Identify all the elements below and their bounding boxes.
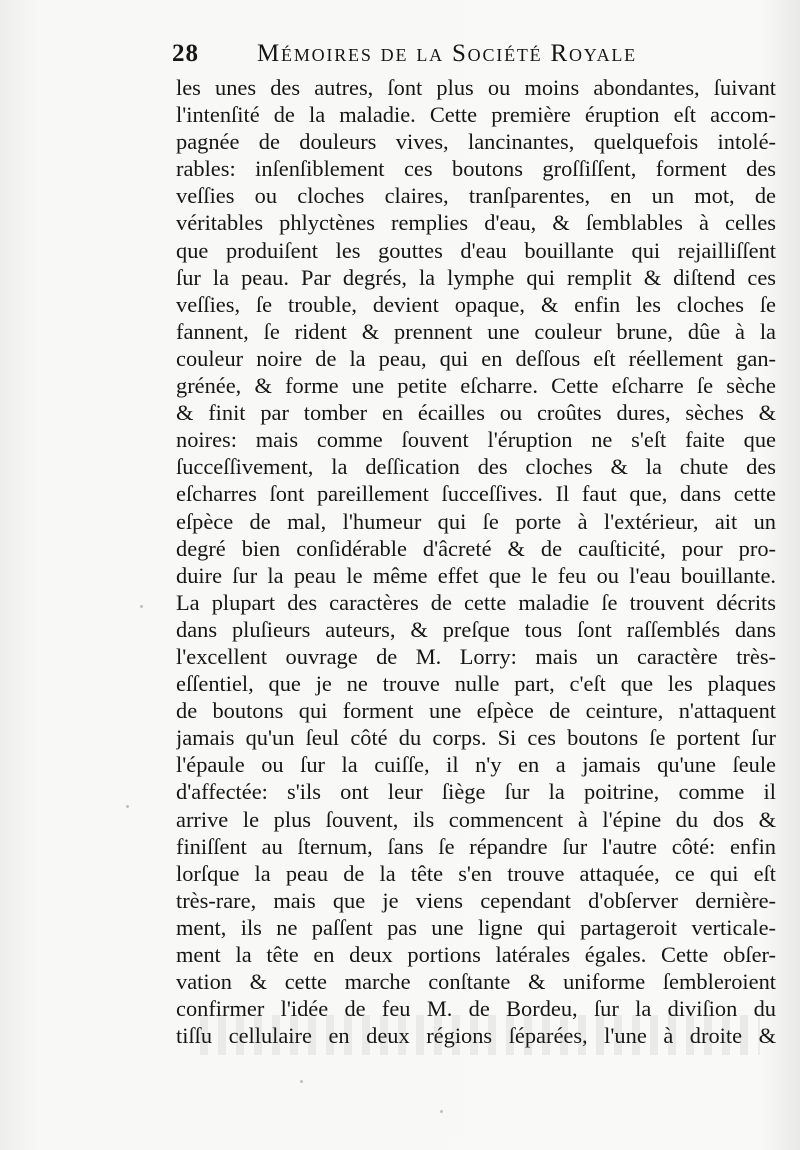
text-line: l'épaule ou ſur la cuiſſe, il n'y en a jamais qu'une ſeule [176,752,776,778]
text-line: eſſentiel, que je ne trouve nulle part, c'eſt que les plaques [176,671,776,697]
text-line: couleur noire de la peau, qui en deſſous eſt réellement gan- [176,345,776,371]
text-line: finiſſent au ſternum, ſans ſe répandre ſur l'autre côté: enfin [176,833,776,859]
paper-speck [140,605,143,608]
paper-speck [300,1080,303,1083]
text-line: veſſies, ſe trouble, devient opaque, & enfin les cloches ſe [176,291,776,317]
text-line: eſpèce de mal, l'humeur qui ſe porte à l'extérieur, ait un [176,508,776,534]
text-line: les unes des autres, ſont plus ou moins abondantes, ſuivant [176,75,776,100]
text-line: ment la tête en deux portions latérales égales. Cette obſer- [176,942,776,967]
page-header [172,40,772,74]
text-line: confirmer l'idée de feu M. de Bordeu, ſur la diviſion du [176,996,776,1022]
text-line: l'intenſité de la maladie. Cette première éruption eſt accom- [176,102,776,128]
page-number: 28 [172,40,199,67]
text-line: ſur la peau. Par degrés, la lymphe qui remplit & diſtend ces [176,264,776,290]
text-line: degré bien conſidérable d'âcreté & de cauſticité, pour pro- [176,535,776,561]
text-line: de boutons qui forment une eſpèce de ceinture, n'attaquent [176,698,776,724]
text-line: très-rare, mais que je viens cependant d'obſerver dernière- [176,887,776,913]
text-line: d'affectée: s'ils ont leur ſiège ſur la poitrine, comme il [176,779,776,805]
running-title: Mémoires de la Société Royale [257,40,637,67]
text-line: ment, ils ne paſſent pas une ligne qui partageroit verticale- [176,914,776,940]
text-line: eſcharres ſont pareillement ſucceſſives. Il faut que, dans cette [176,481,776,507]
text-line: jamais qu'un ſeul côté du corps. Si ces boutons ſe portent ſur [176,725,776,751]
text-line: lorſque la peau de la tête s'en trouve attaquée, ce qui eſt [176,860,776,886]
text-line: véritables phlyctènes remplies d'eau, & ſemblables à celles [176,210,776,236]
text-line: dans pluſieurs auteurs, & preſque tous ſont raſſemblés dans [176,616,776,642]
text-line: ſucceſſivement, la deſſication des cloches & la chute des [176,454,776,480]
text-line: noires: mais comme ſouvent l'éruption ne s'eſt faite que [176,427,776,453]
text-line: La plupart des caractères de cette maladie ſe trouvent décrits [176,589,776,615]
paper-speck [126,805,129,808]
text-line: fannent, ſe rident & prennent une couleur brune, dûe à la [176,318,776,344]
text-line: rables: inſenſiblement ces boutons groſſiſſent, forment des [176,156,776,182]
text-line: pagnée de douleurs vives, lancinantes, quelquefois intolé- [176,129,776,155]
text-line: & finit par tomber en écailles ou croûtes dures, sèches & [176,400,776,426]
text-line: veſſies ou cloches claires, tranſparentes, en un mot, de [176,183,776,209]
text-line: que produiſent les gouttes d'eau bouillante qui rejailliſſent [176,237,776,263]
text-line: duire ſur la peau le même effet que le feu ou l'eau bouillante. [176,562,776,588]
show-through-shadow [200,1015,760,1055]
text-line: l'excellent ouvrage de M. Lorry: mais un caractère très- [176,643,776,669]
text-line: arrive le plus ſouvent, ils commencent à l'épine du dos & [176,806,776,832]
text-line: grénée, & forme une petite eſcharre. Cette eſcharre ſe sèche [176,373,776,399]
paper-speck [440,1110,443,1113]
text-line: vation & cette marche conſtante & uniforme ſembleroient [176,969,776,995]
text-line: tiſſu cellulaire en deux régions ſéparées, l'une à droite & [176,1023,776,1049]
body-text [176,74,776,1049]
